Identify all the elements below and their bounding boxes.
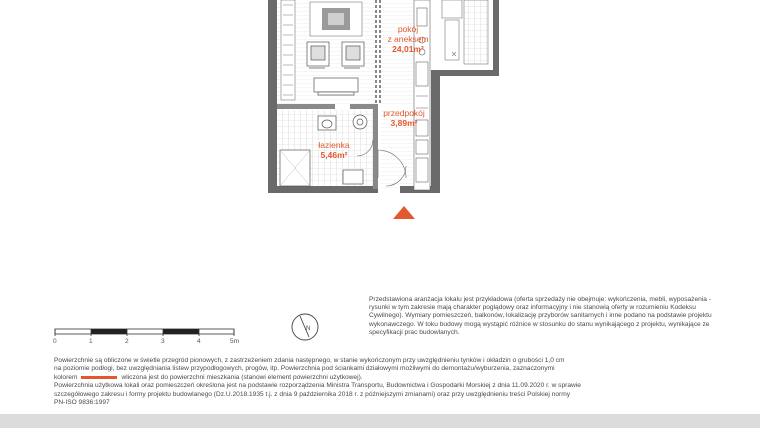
north-compass-icon (292, 314, 318, 340)
scale-tick-label: 0 (53, 338, 57, 345)
note-line: Powierzchnie są obliczone w świetle przegród pionowych, z zastrzeżeniem zdania następnego, w stanie wykończonym przy uwzględnieniu tynków i okładzin o grubości 1,0 cm (54, 357, 565, 364)
area-notes (54, 357, 744, 407)
scale-tick-label: 2 (125, 338, 129, 345)
note-line-with-swatch (54, 374, 744, 382)
coffee-table (310, 2, 362, 36)
scale-tick-label: 4 (197, 338, 201, 345)
room-name: łazienka (318, 140, 350, 150)
room-label-hall (377, 108, 431, 128)
room-label-living (384, 24, 432, 54)
room-area: 5,46m² (320, 150, 348, 160)
demolishable-color-swatch (81, 376, 117, 379)
wardrobe (281, 0, 295, 100)
note-text: wliczona jest do powierzchni mieszkania (stanowi element powierzchni użytkowej). (121, 373, 363, 381)
footer-bar (0, 414, 760, 428)
note-line: szczegółowego zakresu i formy projektu budowlanego (Dz.U.2018.1935 t.j. z dnia 9 października 2018 r. z późniejszymi zmianami) oraz przy uwzględnieniu treści Polskiej normy (54, 390, 571, 398)
room-name-line2: z aneksem (387, 34, 429, 44)
room-name-line1: pokój (397, 24, 419, 34)
note-line: na poziomie podłogi, bez uwzględniania listew przypodłogowych, progów, itp. Powierzchnia pod ściankami działowymi możliwymi do demontażu/wyburzenia, zaznaczonymi (54, 365, 555, 373)
scale-tick-label: 3 (161, 338, 165, 345)
disclaimer-text: Przedstawiona aranżacja lokalu jest przykładowa (oferta sprzedaży nie obejmuje: wykończenia, mebli, wyposażenia - rysunki w tym zakresie mają charakter poglądowy oraz informacyjny i nie stanowią oferty w rozumieniu Kodeksu Cywilnego). Wymiary pomieszczeń, balkonów, lokalizację przyborów sanitarnych i inne podano na podstawie projektu wykonawczego. W toku budowy mogą wystąpić różnice w stosunku do stanu wynikającego z projektu, wynikające ze specyfikacji prac budowlanych. (369, 296, 712, 336)
tv-unit (314, 78, 358, 95)
svg-text:N: N (306, 326, 311, 332)
note-line: Powierzchnia użytkowa lokali oraz pomieszczeń określona jest na podstawie rozporządzenia Ministra Transportu, Budownictwa i Gospodarki Morskiej z dnia 11.09.2020 r. w sprawie (54, 382, 581, 390)
room-label-bathroom (310, 140, 358, 160)
room-area: 3,89m² (390, 118, 418, 128)
room-name: przedpokój (383, 108, 425, 118)
scale-bar (55, 329, 234, 336)
scale-tick-label: 5m (230, 338, 240, 345)
entrance-arrow-icon (393, 206, 415, 219)
scale-tick-label: 1 (89, 338, 93, 345)
room-area: 24,01m² (392, 44, 424, 54)
note-text: kolorem (54, 373, 78, 381)
note-line: PN-ISO 9836:1997 (54, 399, 110, 407)
demolishable-wall (376, 0, 380, 104)
balcony-niche (442, 0, 488, 64)
